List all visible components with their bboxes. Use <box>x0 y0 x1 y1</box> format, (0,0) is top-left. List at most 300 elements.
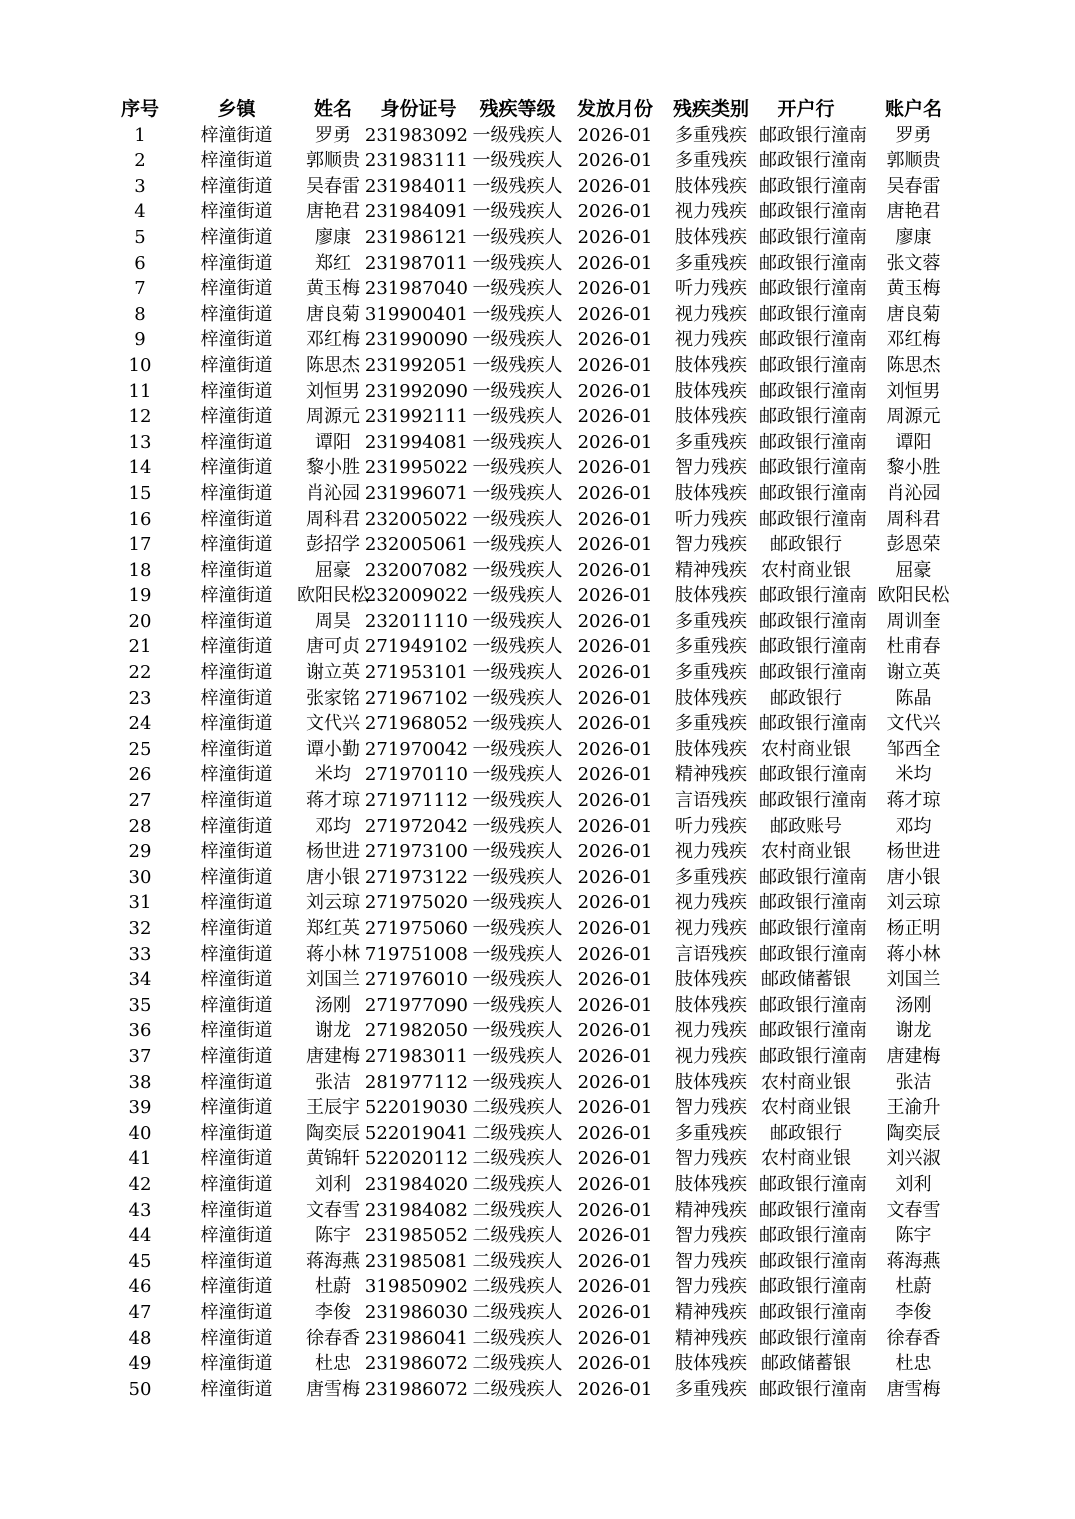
id-number-cell: 231992111 <box>364 406 468 428</box>
row-index: 27 <box>128 790 152 812</box>
table-row <box>104 1249 974 1275</box>
account-name-cell: 唐雪梅 <box>886 1378 941 1400</box>
table-row <box>104 839 974 865</box>
account-name-cell: 陈思杰 <box>886 354 941 376</box>
id-number-cell: 231983111 <box>364 150 468 172</box>
row-index: 36 <box>128 1020 152 1042</box>
disability-type-cell: 智力残疾 <box>675 1250 747 1272</box>
account-name-cell: 刘云琼 <box>886 892 941 914</box>
township-cell: 梓潼街道 <box>200 508 273 530</box>
row-index: 13 <box>128 431 152 453</box>
disability-level-cell: 一级残疾人 <box>472 226 563 248</box>
account-name-cell: 刘兴淑 <box>886 1148 941 1170</box>
disability-level-cell: 二级残疾人 <box>472 1327 563 1349</box>
disability-level-cell: 一级残疾人 <box>472 534 563 556</box>
table-row <box>104 276 974 302</box>
id-number-cell: 232005022 <box>364 508 468 530</box>
account-name-cell: 彭恩荣 <box>886 534 941 556</box>
township-cell: 梓潼街道 <box>200 585 273 607</box>
table-row <box>104 1377 974 1403</box>
id-number-cell: 271982050 <box>364 1020 468 1042</box>
bank-cell: 邮政银行潼南 <box>759 175 867 197</box>
header-id-number: 身份证号 <box>380 98 457 120</box>
disability-level-cell: 二级残疾人 <box>472 1378 563 1400</box>
table-row <box>104 199 974 225</box>
row-index: 34 <box>128 969 152 991</box>
disability-level-cell: 一级残疾人 <box>472 1045 563 1067</box>
table-row <box>104 609 974 635</box>
township-cell: 梓潼街道 <box>200 790 273 812</box>
disability-type-cell: 肢体残疾 <box>675 585 747 607</box>
payment-month-cell: 2026-01 <box>577 252 653 274</box>
bank-cell: 邮政银行潼南 <box>759 764 867 786</box>
disability-type-cell: 视力残疾 <box>675 329 747 351</box>
row-index: 31 <box>128 892 152 914</box>
id-number-cell: 231984091 <box>364 201 468 223</box>
table-row <box>104 993 974 1019</box>
id-number-cell: 231994081 <box>364 431 468 453</box>
disability-type-cell: 精神残疾 <box>675 1301 747 1323</box>
payment-month-cell: 2026-01 <box>577 585 653 607</box>
bank-cell: 邮政银行潼南 <box>759 1199 867 1221</box>
payment-month-cell: 2026-01 <box>577 841 653 863</box>
name-cell: 蒋小林 <box>306 943 360 965</box>
disability-level-cell: 二级残疾人 <box>472 1173 563 1195</box>
table-row <box>104 762 974 788</box>
bank-cell: 邮政银行潼南 <box>759 943 867 965</box>
table-row <box>104 507 974 533</box>
disability-level-cell: 一级残疾人 <box>472 815 563 837</box>
payment-month-cell: 2026-01 <box>577 303 653 325</box>
disability-type-cell: 听力残疾 <box>675 278 747 300</box>
disability-type-cell: 精神残疾 <box>675 1199 747 1221</box>
township-cell: 梓潼街道 <box>200 175 273 197</box>
disability-type-cell: 多重残疾 <box>675 150 747 172</box>
township-cell: 梓潼街道 <box>200 1071 273 1093</box>
account-name-cell: 刘恒男 <box>886 380 941 402</box>
account-name-cell: 周科君 <box>886 508 941 530</box>
disability-level-cell: 一级残疾人 <box>472 278 563 300</box>
table-row <box>104 1018 974 1044</box>
table-row <box>104 660 974 686</box>
disability-level-cell: 二级残疾人 <box>472 1199 563 1221</box>
row-index: 26 <box>128 764 152 786</box>
township-cell: 梓潼街道 <box>200 406 273 428</box>
disability-level-cell: 一级残疾人 <box>472 585 563 607</box>
disability-type-cell: 肢体残疾 <box>675 482 747 504</box>
township-cell: 梓潼街道 <box>200 1327 273 1349</box>
township-cell: 梓潼街道 <box>200 636 273 658</box>
account-name-cell: 李俊 <box>895 1301 932 1323</box>
account-name-cell: 周源元 <box>886 406 941 428</box>
name-cell: 谭阳 <box>315 431 351 453</box>
disability-type-cell: 智力残疾 <box>675 534 747 556</box>
disability-level-cell: 二级残疾人 <box>472 1250 563 1272</box>
id-number-cell: 231990090 <box>364 329 468 351</box>
table-row <box>104 481 974 507</box>
bank-cell: 农村商业银 <box>761 1071 851 1093</box>
township-cell: 梓潼街道 <box>200 380 273 402</box>
account-name-cell: 吴春雷 <box>886 175 941 197</box>
row-index: 14 <box>128 457 152 479</box>
payment-month-cell: 2026-01 <box>577 354 653 376</box>
table-row <box>104 430 974 456</box>
disability-level-cell: 一级残疾人 <box>472 303 563 325</box>
account-name-cell: 杨正明 <box>886 918 941 939</box>
row-index: 6 <box>134 252 146 274</box>
row-index: 3 <box>134 175 146 197</box>
id-number-cell: 271967102 <box>364 687 468 709</box>
id-number-cell: 271949102 <box>364 636 468 658</box>
id-number-cell: 232009022 <box>364 585 468 607</box>
table-row <box>104 404 974 430</box>
name-cell: 周源元 <box>306 406 360 428</box>
disability-type-cell: 肢体残疾 <box>675 380 747 402</box>
table-row <box>104 327 974 353</box>
disability-level-cell: 一级残疾人 <box>472 841 563 863</box>
payment-month-cell: 2026-01 <box>577 662 653 684</box>
township-cell: 梓潼街道 <box>200 738 273 760</box>
township-cell: 梓潼街道 <box>200 994 273 1016</box>
name-cell: 邓均 <box>315 815 351 837</box>
row-index: 23 <box>128 687 152 709</box>
disability-type-cell: 视力残疾 <box>675 201 747 223</box>
row-index: 46 <box>128 1276 152 1298</box>
account-name-cell: 邓均 <box>895 815 932 837</box>
account-name-cell: 杜甫春 <box>886 636 941 658</box>
id-number-cell: 271976010 <box>364 969 468 991</box>
header-index: 序号 <box>120 98 159 120</box>
header-row <box>104 97 974 123</box>
payment-month-cell: 2026-01 <box>577 687 653 709</box>
payment-month-cell: 2026-01 <box>577 943 653 965</box>
account-name-cell: 唐建梅 <box>886 1045 941 1067</box>
name-cell: 肖沁园 <box>306 482 360 504</box>
bank-cell: 邮政银行潼南 <box>759 150 867 172</box>
payment-month-cell: 2026-01 <box>577 534 653 556</box>
name-cell: 蒋才琼 <box>306 790 360 812</box>
row-index: 19 <box>128 585 152 607</box>
bank-cell: 邮政银行潼南 <box>759 380 867 402</box>
disability-type-cell: 言语残疾 <box>675 790 747 812</box>
payment-month-cell: 2026-01 <box>577 1071 653 1093</box>
account-name-cell: 蒋才琼 <box>886 790 941 812</box>
name-cell: 陈思杰 <box>306 354 360 376</box>
header-bank: 开户行 <box>777 98 835 120</box>
account-name-cell: 唐艳君 <box>886 201 941 223</box>
disability-level-cell: 一级残疾人 <box>472 482 563 504</box>
disability-type-cell: 多重残疾 <box>675 1378 747 1400</box>
disability-level-cell: 一级残疾人 <box>472 252 563 274</box>
disability-type-cell: 精神残疾 <box>675 1327 747 1349</box>
name-cell: 刘恒男 <box>306 380 360 402</box>
bank-cell: 邮政银行潼南 <box>759 406 867 428</box>
table-row <box>104 583 974 609</box>
table-row <box>104 1198 974 1224</box>
id-number-cell: 271983011 <box>364 1045 468 1067</box>
township-cell: 梓潼街道 <box>200 201 273 223</box>
id-number-cell: 231984011 <box>364 175 468 197</box>
disability-payment-table <box>104 97 974 1402</box>
payment-month-cell: 2026-01 <box>577 1020 653 1042</box>
disability-level-cell: 一级残疾人 <box>472 636 563 658</box>
disability-type-cell: 视力残疾 <box>675 1045 747 1067</box>
row-index: 50 <box>128 1378 152 1400</box>
disability-type-cell: 多重残疾 <box>675 636 747 658</box>
table-row <box>104 251 974 277</box>
disability-level-cell: 一级残疾人 <box>472 713 563 735</box>
row-index: 30 <box>128 866 152 888</box>
table-row <box>104 1070 974 1096</box>
table-row <box>104 737 974 763</box>
account-name-cell: 谢龙 <box>895 1020 932 1042</box>
row-index: 32 <box>128 918 152 939</box>
id-number-cell: 231996071 <box>364 482 468 504</box>
township-cell: 梓潼街道 <box>200 918 273 939</box>
disability-type-cell: 视力残疾 <box>675 1020 747 1042</box>
row-index: 24 <box>128 713 152 735</box>
disability-level-cell: 一级残疾人 <box>472 943 563 965</box>
bank-cell: 邮政储蓄银 <box>761 1353 851 1375</box>
account-name-cell: 唐良菊 <box>886 303 941 325</box>
id-number-cell: 231984082 <box>364 1199 468 1221</box>
id-number-cell: 271970042 <box>364 738 468 760</box>
id-number-cell: 231986121 <box>364 226 468 248</box>
bank-cell: 邮政银行潼南 <box>759 252 867 274</box>
disability-type-cell: 听力残疾 <box>675 508 747 530</box>
payment-month-cell: 2026-01 <box>577 406 653 428</box>
township-cell: 梓潼街道 <box>200 226 273 248</box>
township-cell: 梓潼街道 <box>200 841 273 863</box>
account-name-cell: 杜忠 <box>895 1353 932 1375</box>
disability-level-cell: 一级残疾人 <box>472 662 563 684</box>
name-cell: 杜蔚 <box>315 1276 351 1298</box>
payment-month-cell: 2026-01 <box>577 713 653 735</box>
bank-cell: 农村商业银 <box>761 1097 851 1119</box>
bank-cell: 农村商业银 <box>761 841 851 863</box>
name-cell: 汤刚 <box>315 994 351 1016</box>
table-row <box>104 711 974 737</box>
bank-cell: 邮政银行潼南 <box>759 892 867 914</box>
row-index: 21 <box>128 636 152 658</box>
bank-cell: 邮政银行潼南 <box>759 866 867 888</box>
name-cell: 唐艳君 <box>306 201 360 223</box>
disability-type-cell: 肢体残疾 <box>675 1071 747 1093</box>
payment-month-cell: 2026-01 <box>577 790 653 812</box>
table-row <box>104 1121 974 1147</box>
table-row <box>104 1351 974 1377</box>
table-row <box>104 890 974 916</box>
row-index: 10 <box>128 354 152 376</box>
disability-type-cell: 视力残疾 <box>675 841 747 863</box>
payment-month-cell: 2026-01 <box>577 1173 653 1195</box>
township-cell: 梓潼街道 <box>200 278 273 300</box>
payment-month-cell: 2026-01 <box>577 764 653 786</box>
account-name-cell: 刘利 <box>895 1173 932 1195</box>
name-cell: 黄玉梅 <box>306 278 360 300</box>
bank-cell: 邮政银行潼南 <box>759 585 867 607</box>
payment-month-cell: 2026-01 <box>577 1199 653 1221</box>
township-cell: 梓潼街道 <box>200 892 273 914</box>
payment-month-cell: 2026-01 <box>577 1225 653 1247</box>
township-cell: 梓潼街道 <box>200 329 273 351</box>
name-cell: 郑红英 <box>306 918 360 939</box>
disability-type-cell: 智力残疾 <box>675 1097 747 1119</box>
account-name-cell: 汤刚 <box>895 994 932 1016</box>
payment-month-cell: 2026-01 <box>577 1045 653 1067</box>
table-row <box>104 148 974 174</box>
disability-type-cell: 肢体残疾 <box>675 738 747 760</box>
row-index: 8 <box>134 303 146 325</box>
bank-cell: 邮政银行潼南 <box>759 482 867 504</box>
account-name-cell: 文春雪 <box>886 1199 941 1221</box>
disability-level-cell: 一级残疾人 <box>472 866 563 888</box>
township-cell: 梓潼街道 <box>200 1250 273 1272</box>
disability-type-cell: 肢体残疾 <box>675 994 747 1016</box>
account-name-cell: 刘国兰 <box>886 969 941 991</box>
disability-level-cell: 一级残疾人 <box>472 329 563 351</box>
id-number-cell: 231986072 <box>364 1378 468 1400</box>
payment-month-cell: 2026-01 <box>577 1250 653 1272</box>
id-number-cell: 522020112 <box>364 1148 468 1170</box>
bank-cell: 邮政银行潼南 <box>759 201 867 223</box>
payment-month-cell: 2026-01 <box>577 1327 653 1349</box>
id-number-cell: 271973100 <box>364 841 468 863</box>
name-cell: 杜忠 <box>315 1353 351 1375</box>
row-index: 39 <box>128 1097 152 1119</box>
payment-month-cell: 2026-01 <box>577 866 653 888</box>
id-number-cell: 231986041 <box>364 1327 468 1349</box>
payment-month-cell: 2026-01 <box>577 278 653 300</box>
table-row <box>104 686 974 712</box>
bank-cell: 邮政账号 <box>770 815 842 837</box>
bank-cell: 邮政银行潼南 <box>759 790 867 812</box>
disability-level-cell: 二级残疾人 <box>472 1122 563 1144</box>
account-name-cell: 陶奕辰 <box>886 1122 941 1144</box>
row-index: 7 <box>134 278 146 300</box>
name-cell: 文春雪 <box>306 1199 360 1221</box>
bank-cell: 邮政银行潼南 <box>759 1276 867 1298</box>
name-cell: 郭顺贵 <box>306 150 360 172</box>
name-cell: 彭招学 <box>306 534 360 556</box>
table-row <box>104 916 974 942</box>
name-cell: 陶奕辰 <box>306 1122 360 1144</box>
bank-cell: 邮政银行潼南 <box>759 124 867 146</box>
id-number-cell: 271975020 <box>364 892 468 914</box>
disability-level-cell: 一级残疾人 <box>472 610 563 632</box>
table-row <box>104 225 974 251</box>
township-cell: 梓潼街道 <box>200 713 273 735</box>
id-number-cell: 271970110 <box>364 764 468 786</box>
name-cell: 欧阳民松 <box>297 585 369 607</box>
name-cell: 米均 <box>315 764 351 786</box>
table-row <box>104 967 974 993</box>
payment-month-cell: 2026-01 <box>577 431 653 453</box>
disability-level-cell: 一级残疾人 <box>472 1020 563 1042</box>
bank-cell: 邮政银行潼南 <box>759 713 867 735</box>
disability-type-cell: 肢体残疾 <box>675 1173 747 1195</box>
table-row <box>104 788 974 814</box>
township-cell: 梓潼街道 <box>200 1378 273 1400</box>
row-index: 48 <box>128 1327 152 1349</box>
name-cell: 王辰宇 <box>306 1097 360 1119</box>
table-row <box>104 942 974 968</box>
disability-type-cell: 多重残疾 <box>675 1122 747 1144</box>
row-index: 2 <box>134 150 146 172</box>
account-name-cell: 罗勇 <box>895 124 932 146</box>
table-body <box>104 123 974 1403</box>
township-cell: 梓潼街道 <box>200 559 273 581</box>
payment-month-cell: 2026-01 <box>577 892 653 914</box>
id-number-cell: 719751008 <box>364 943 468 965</box>
payment-month-cell: 2026-01 <box>577 1378 653 1400</box>
row-index: 47 <box>128 1301 152 1323</box>
id-number-cell: 281977112 <box>364 1071 468 1093</box>
payment-month-cell: 2026-01 <box>577 457 653 479</box>
account-name-cell: 周训奎 <box>886 610 941 632</box>
header-disability-level: 残疾等级 <box>479 98 556 120</box>
disability-level-cell: 一级残疾人 <box>472 406 563 428</box>
disability-level-cell: 一级残疾人 <box>472 764 563 786</box>
account-name-cell: 黎小胜 <box>886 457 941 479</box>
row-index: 17 <box>128 534 152 556</box>
account-name-cell: 陈宇 <box>895 1225 932 1247</box>
bank-cell: 邮政银行潼南 <box>759 1045 867 1067</box>
account-name-cell: 欧阳民松 <box>877 585 950 607</box>
disability-type-cell: 肢体残疾 <box>675 226 747 248</box>
table-row <box>104 1095 974 1121</box>
township-cell: 梓潼街道 <box>200 150 273 172</box>
id-number-cell: 231984020 <box>364 1173 468 1195</box>
disability-type-cell: 肢体残疾 <box>675 1353 747 1375</box>
id-number-cell: 231985052 <box>364 1225 468 1247</box>
account-name-cell: 谢立英 <box>886 662 941 684</box>
header-name: 姓名 <box>313 98 352 120</box>
name-cell: 廖康 <box>315 226 351 248</box>
payment-month-cell: 2026-01 <box>577 1097 653 1119</box>
row-index: 1 <box>134 124 146 146</box>
name-cell: 唐建梅 <box>306 1045 360 1067</box>
table-row <box>104 353 974 379</box>
bank-cell: 邮政银行 <box>770 1122 842 1144</box>
disability-type-cell: 精神残疾 <box>675 559 747 581</box>
row-index: 42 <box>128 1173 152 1195</box>
account-name-cell: 王渝升 <box>886 1097 941 1119</box>
table-row <box>104 1044 974 1070</box>
bank-cell: 邮政银行潼南 <box>759 662 867 684</box>
township-cell: 梓潼街道 <box>200 1353 273 1375</box>
payment-month-cell: 2026-01 <box>577 1122 653 1144</box>
disability-type-cell: 多重残疾 <box>675 431 747 453</box>
name-cell: 刘利 <box>315 1173 351 1195</box>
disability-level-cell: 一级残疾人 <box>472 687 563 709</box>
township-cell: 梓潼街道 <box>200 534 273 556</box>
disability-level-cell: 一级残疾人 <box>472 508 563 530</box>
township-cell: 梓潼街道 <box>200 482 273 504</box>
disability-type-cell: 肢体残疾 <box>675 969 747 991</box>
disability-type-cell: 精神残疾 <box>675 764 747 786</box>
township-cell: 梓潼街道 <box>200 943 273 965</box>
id-number-cell: 231987011 <box>364 252 468 274</box>
township-cell: 梓潼街道 <box>200 431 273 453</box>
payment-month-cell: 2026-01 <box>577 329 653 351</box>
row-index: 16 <box>128 508 152 530</box>
payment-month-cell: 2026-01 <box>577 1148 653 1170</box>
name-cell: 罗勇 <box>315 124 351 146</box>
payment-month-cell: 2026-01 <box>577 1353 653 1375</box>
row-index: 37 <box>128 1045 152 1067</box>
account-name-cell: 徐春香 <box>886 1327 941 1349</box>
